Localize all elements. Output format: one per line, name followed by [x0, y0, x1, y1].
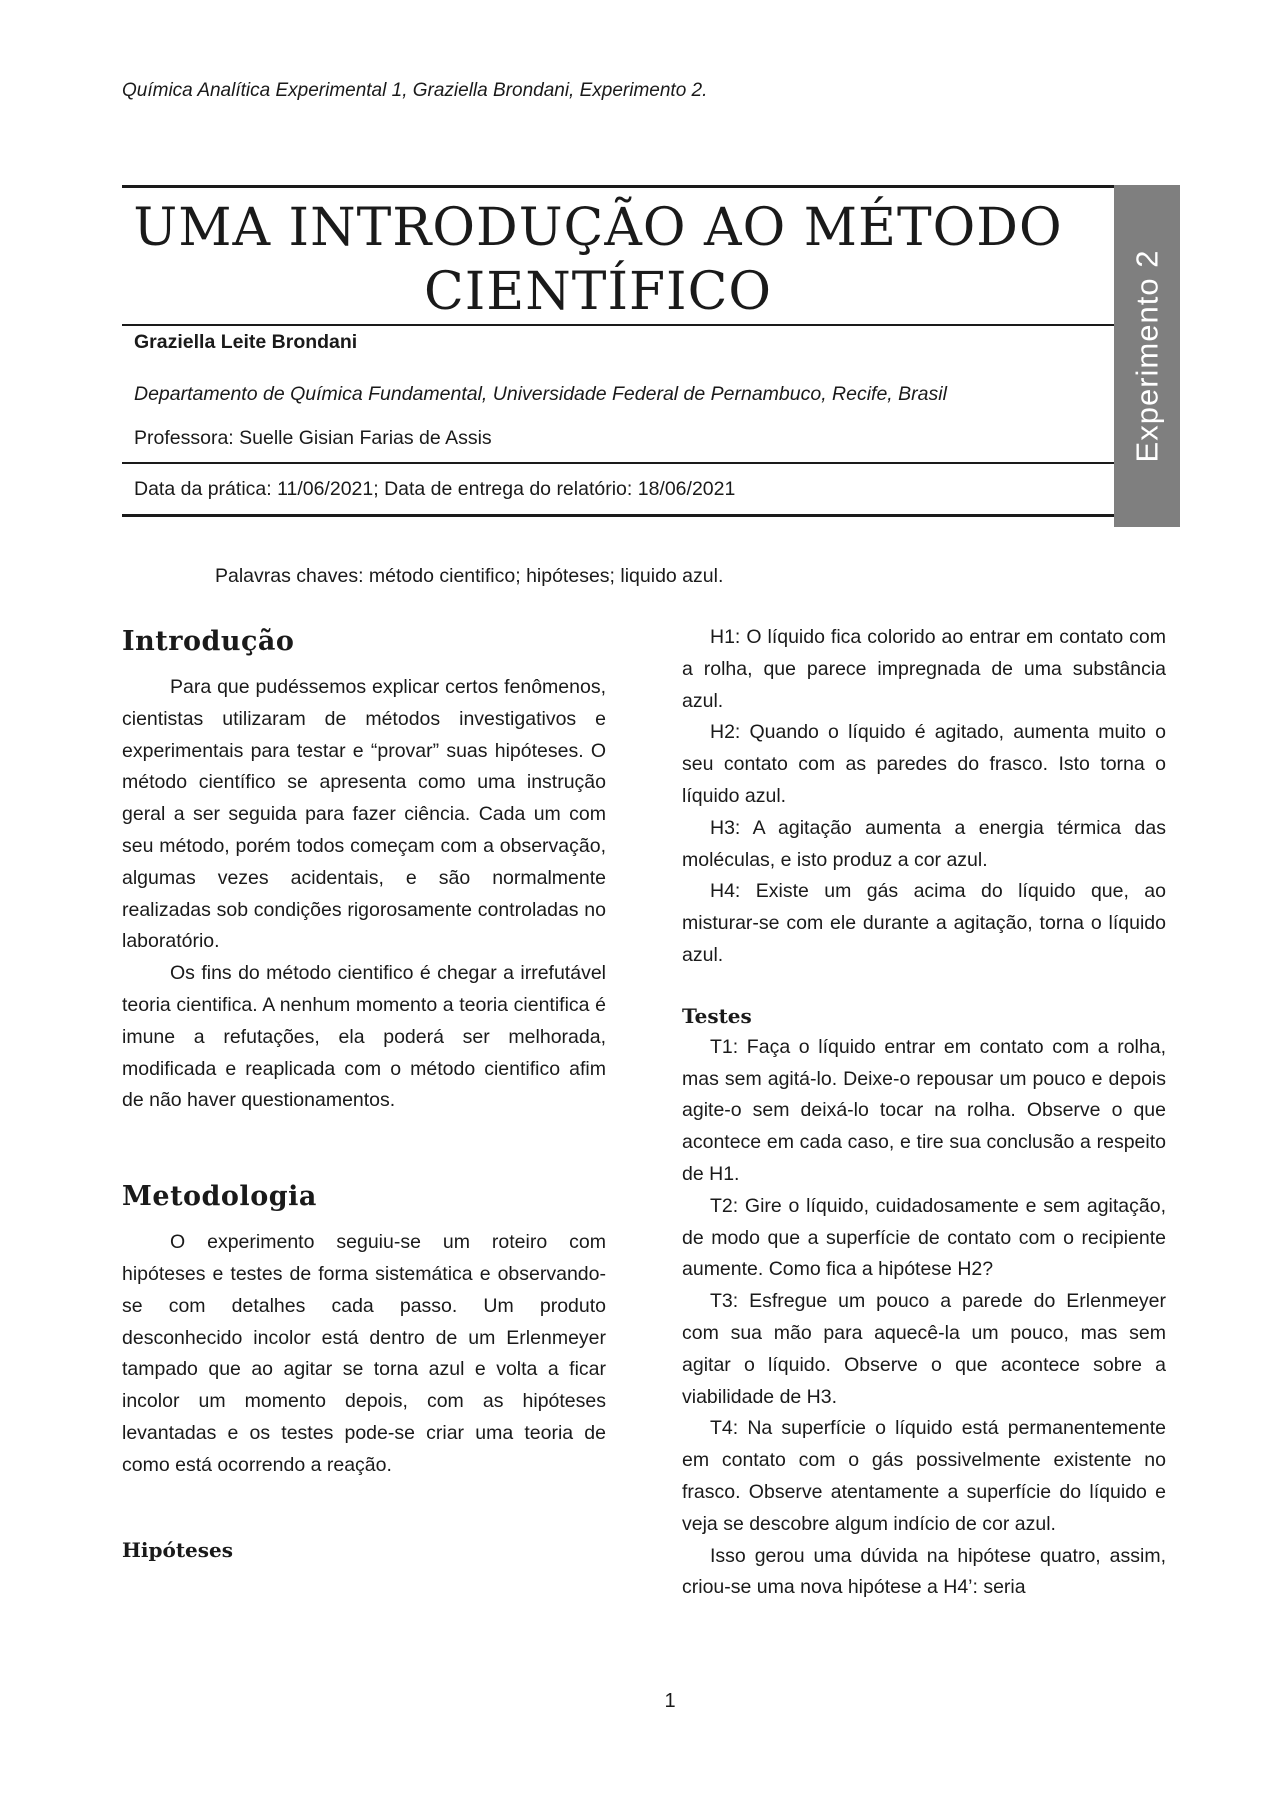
professor: Professora: Suelle Gisian Farias de Assis	[134, 427, 492, 449]
affiliation: Departamento de Química Fundamental, Universidade Federal de Pernambuco, Recife, Brasil	[134, 383, 947, 405]
intro-paragraph-1: Para que pudéssemos explicar certos fenômenos, cientistas utilizaram de métodos investigativos e experimentais para testar e “provar” suas hipóteses. O método científico se apresenta como uma instrução geral a ser seguida para fazer ciência. Cada um com seu método, porém todos começam com a observação, algumas vezes acidentais, e são normalmente realizadas sob condições rigorosamente controladas no laboratório.	[122, 676, 606, 953]
hypotheses-heading: Hipóteses	[122, 1537, 234, 1562]
tests-heading: Testes	[682, 1003, 752, 1028]
spacer	[122, 1117, 606, 1177]
test-t1: T1: Faça o líquido entrar em contato com a rolha, mas sem agitá-lo. Deixe-o repousar um pouco e depois agite-o sem deixá-lo tocar na rolha. Observe o que acontece em cada caso, e tire sua conclusão a respeito de H1.	[682, 1035, 1166, 1185]
title-line-1: UMA INTRODUÇÃO AO MÉTODO	[133, 198, 1063, 258]
left-column	[122, 622, 606, 1566]
method-paragraph: O experimento seguiu-se um roteiro com hipóteses e testes de forma sistemática e observando-se com detalhes cada passo. Um produto desconhecido incolor está dentro de um Erlenmeyer tampado que ao agitar se torna azul e volta a ficar incolor um momento depois, com as hipóteses levantadas e os testes pode-se criar uma teoria de como está ocorrendo a reação.	[122, 1231, 606, 1476]
hypothesis-h4: H4: Existe um gás acima do líquido que, ao misturar-se com ele durante a agitação, torna o líquido azul.	[682, 880, 1166, 966]
hypothesis-h2: H2: Quando o líquido é agitado, aumenta muito o seu contato com as paredes do frasco. Isto torna o líquido azul.	[682, 721, 1166, 807]
intro-paragraph-2: Os fins do método cientifico é chegar a irrefutável teoria cientifica. A nenhum momento a teoria cientifica é imune a refutações, ela poderá ser melhorada, modificada e reaplicada com o método cientifico afim de não haver questionamentos.	[122, 962, 606, 1112]
spacer	[122, 1482, 606, 1534]
intro-heading: Introdução	[122, 626, 295, 657]
author: Graziella Leite Brondani	[122, 324, 1114, 358]
test-t2: T2: Gire o líquido, cuidadosamente e sem agitação, de modo que a superfície de contato com o recipiente aumente. Como fica a hipótese H2?	[682, 1194, 1166, 1281]
experiment-side-tab	[1114, 185, 1180, 527]
method-heading: Metodologia	[122, 1181, 317, 1213]
running-header: Química Analítica Experimental 1, Graziella Brondani, Experimento 2.	[122, 80, 708, 101]
page-number: 1	[664, 1690, 676, 1712]
side-tab-label: Experimento 2	[1129, 249, 1165, 463]
test-t4: T4: Na superfície o líquido está permanentemente em contato com o gás possivelmente existente no frasco. Observe atentamente a superfície do líquido e veja se descobre algum indício de cor azul.	[682, 1417, 1166, 1535]
hypothesis-h3: H3: A agitação aumenta a energia térmica das moléculas, e isto produz a cor azul.	[682, 816, 1166, 871]
spacer	[682, 972, 1166, 1000]
title-block	[122, 185, 1114, 517]
test-t3: T3: Esfregue um pouco a parede do Erlenmeyer com sua mão para aquecê-la um pouco, mas sem agitar o líquido. Observe o que acontece sobre a viabilidade de H3.	[682, 1290, 1166, 1408]
dates: Data da prática: 11/06/2021; Data de entrega do relatório: 18/06/2021	[122, 462, 1114, 517]
paper-title	[122, 196, 1114, 324]
right-column	[682, 622, 1166, 1604]
title-line-2: CIENTÍFICO	[423, 262, 773, 322]
hypothesis-h1: H1: O líquido fica colorido ao entrar em contato com a rolha, que parece impregnada de uma substância azul.	[682, 626, 1166, 712]
final-paragraph: Isso gerou uma dúvida na hipótese quatro, assim, criou-se uma nova hipótese a H4’: seria	[682, 1544, 1166, 1599]
keywords: Palavras chaves: método cientifico; hipóteses; liquido azul.	[215, 565, 724, 587]
